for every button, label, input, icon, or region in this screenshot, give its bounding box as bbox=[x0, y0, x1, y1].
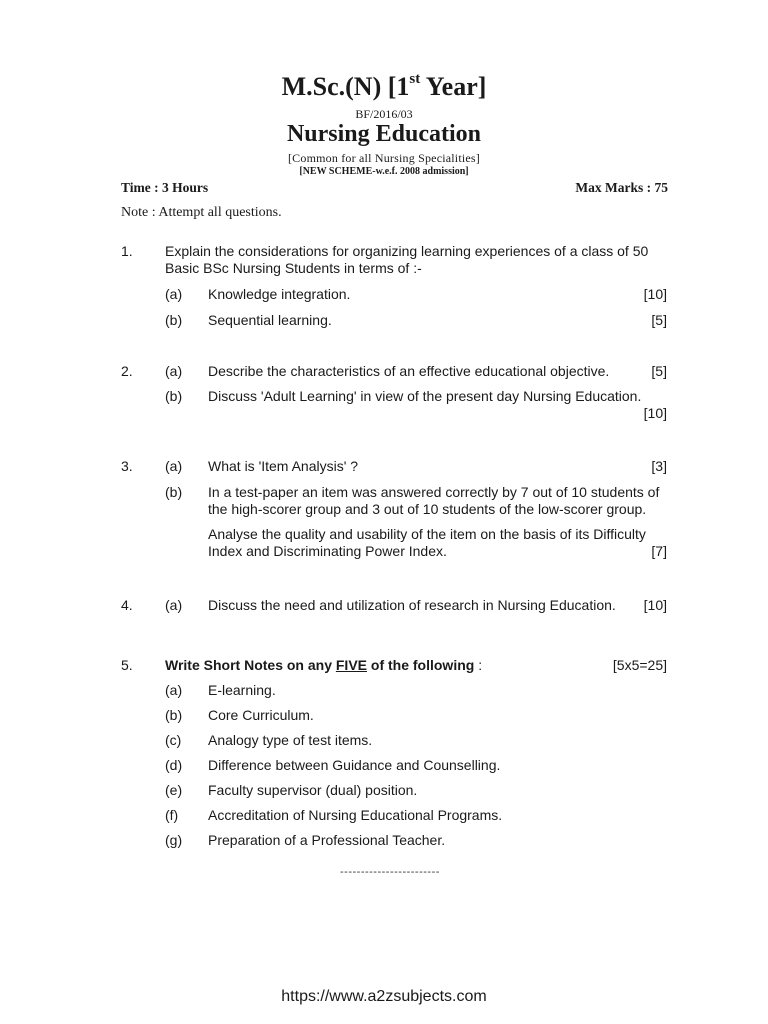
end-divider: ------------------------ bbox=[340, 866, 440, 878]
marks-label: [7] bbox=[651, 543, 667, 559]
question-3 bbox=[0, 458, 768, 568]
list-item-text: Faculty supervisor (dual) position. bbox=[208, 782, 418, 798]
list-item-label: (a) bbox=[165, 682, 183, 698]
footer-url[interactable]: https://www.a2zsubjects.com bbox=[281, 988, 487, 1005]
sub-question-label: (a) bbox=[165, 286, 183, 302]
title-prefix: M.Sc.(N) [1 bbox=[281, 72, 410, 101]
question-number: 1. bbox=[121, 243, 133, 259]
specialities-note: [Common for all Nursing Specialities] bbox=[287, 151, 481, 165]
marks-label: [10] bbox=[643, 597, 667, 613]
list-item-text: Analogy type of test items. bbox=[208, 732, 373, 748]
list-item-label: (e) bbox=[165, 782, 183, 798]
list-item-text: Difference between Guidance and Counselling. bbox=[208, 757, 501, 773]
list-item-label: (d) bbox=[165, 757, 183, 773]
heading-text: Write Short Notes on any bbox=[165, 657, 336, 673]
sub-question-text: In a test-paper an item was answered correctly by 7 out of 10 students of bbox=[208, 484, 660, 500]
sub-question-label: (a) bbox=[165, 597, 183, 613]
sub-question-label: (a) bbox=[165, 363, 183, 379]
heading-colon: : bbox=[474, 657, 483, 673]
list-item-label: (c) bbox=[165, 732, 182, 748]
question-1 bbox=[0, 243, 768, 343]
list-item-text: Preparation of a Professional Teacher. bbox=[208, 832, 446, 848]
question-heading bbox=[165, 657, 482, 674]
sub-question-text: Knowledge integration. bbox=[208, 286, 351, 302]
sub-question-text: Describe the characteristics of an effective educational objective. bbox=[208, 363, 610, 379]
sub-question-text: Discuss the need and utilization of research in Nursing Education. bbox=[208, 597, 616, 613]
sub-question-label: (a) bbox=[165, 458, 183, 474]
question-2 bbox=[0, 363, 768, 433]
question-4 bbox=[0, 597, 768, 617]
marks-label: [10] bbox=[643, 405, 667, 421]
list-item-label: (g) bbox=[165, 832, 183, 848]
subject-title: Nursing Education bbox=[286, 121, 482, 147]
sub-question-label: (b) bbox=[165, 484, 183, 500]
question-text-line: Basic BSc Nursing Students in terms of :- bbox=[165, 260, 422, 276]
sub-question-text: Index and Discriminating Power Index. bbox=[208, 543, 447, 559]
heading-emphasis: FIVE bbox=[335, 657, 367, 673]
sub-question-text: What is 'Item Analysis' ? bbox=[208, 458, 359, 474]
sub-question-label: (b) bbox=[165, 312, 183, 328]
paper-code: BF/2016/03 bbox=[355, 107, 413, 121]
instructions-note: Note : Attempt all questions. bbox=[121, 205, 282, 220]
question-number: 5. bbox=[121, 657, 133, 673]
title-superscript: st bbox=[409, 71, 421, 88]
question-5 bbox=[0, 657, 768, 857]
page-title bbox=[0, 72, 768, 102]
marks-label: [5] bbox=[651, 312, 667, 328]
question-number: 2. bbox=[121, 363, 133, 379]
sub-question-label: (b) bbox=[165, 388, 183, 404]
list-item-text: Accreditation of Nursing Educational Programs. bbox=[208, 807, 503, 823]
title-suffix: Year] bbox=[420, 72, 487, 101]
list-item-text: Core Curriculum. bbox=[208, 707, 314, 723]
heading-text: of the following bbox=[367, 657, 475, 673]
marks-label: [10] bbox=[643, 286, 667, 302]
list-item-label: (f) bbox=[165, 807, 179, 823]
question-text-line: Explain the considerations for organizing learning experiences of a class of 50 bbox=[165, 243, 649, 259]
list-item-label: (b) bbox=[165, 707, 183, 723]
marks-label: [3] bbox=[651, 458, 667, 474]
list-item-text: E-learning. bbox=[208, 682, 276, 698]
sub-question-text: Analyse the quality and usability of the item on the basis of its Difficulty bbox=[208, 526, 646, 542]
sub-question-text: Sequential learning. bbox=[208, 312, 332, 328]
question-number: 3. bbox=[121, 458, 133, 474]
question-number: 4. bbox=[121, 597, 133, 613]
scheme-note: [NEW SCHEME-w.e.f. 2008 admission] bbox=[299, 166, 469, 177]
max-marks-label: Max Marks : 75 bbox=[575, 180, 668, 195]
sub-question-text: Discuss 'Adult Learning' in view of the present day Nursing Education. bbox=[208, 388, 642, 404]
time-label: Time : 3 Hours bbox=[121, 180, 209, 195]
marks-label: [5] bbox=[651, 363, 667, 379]
marks-label: [5x5=25] bbox=[612, 657, 667, 673]
sub-question-text: the high-scorer group and 3 out of 10 students of the low-scorer group. bbox=[208, 501, 647, 517]
